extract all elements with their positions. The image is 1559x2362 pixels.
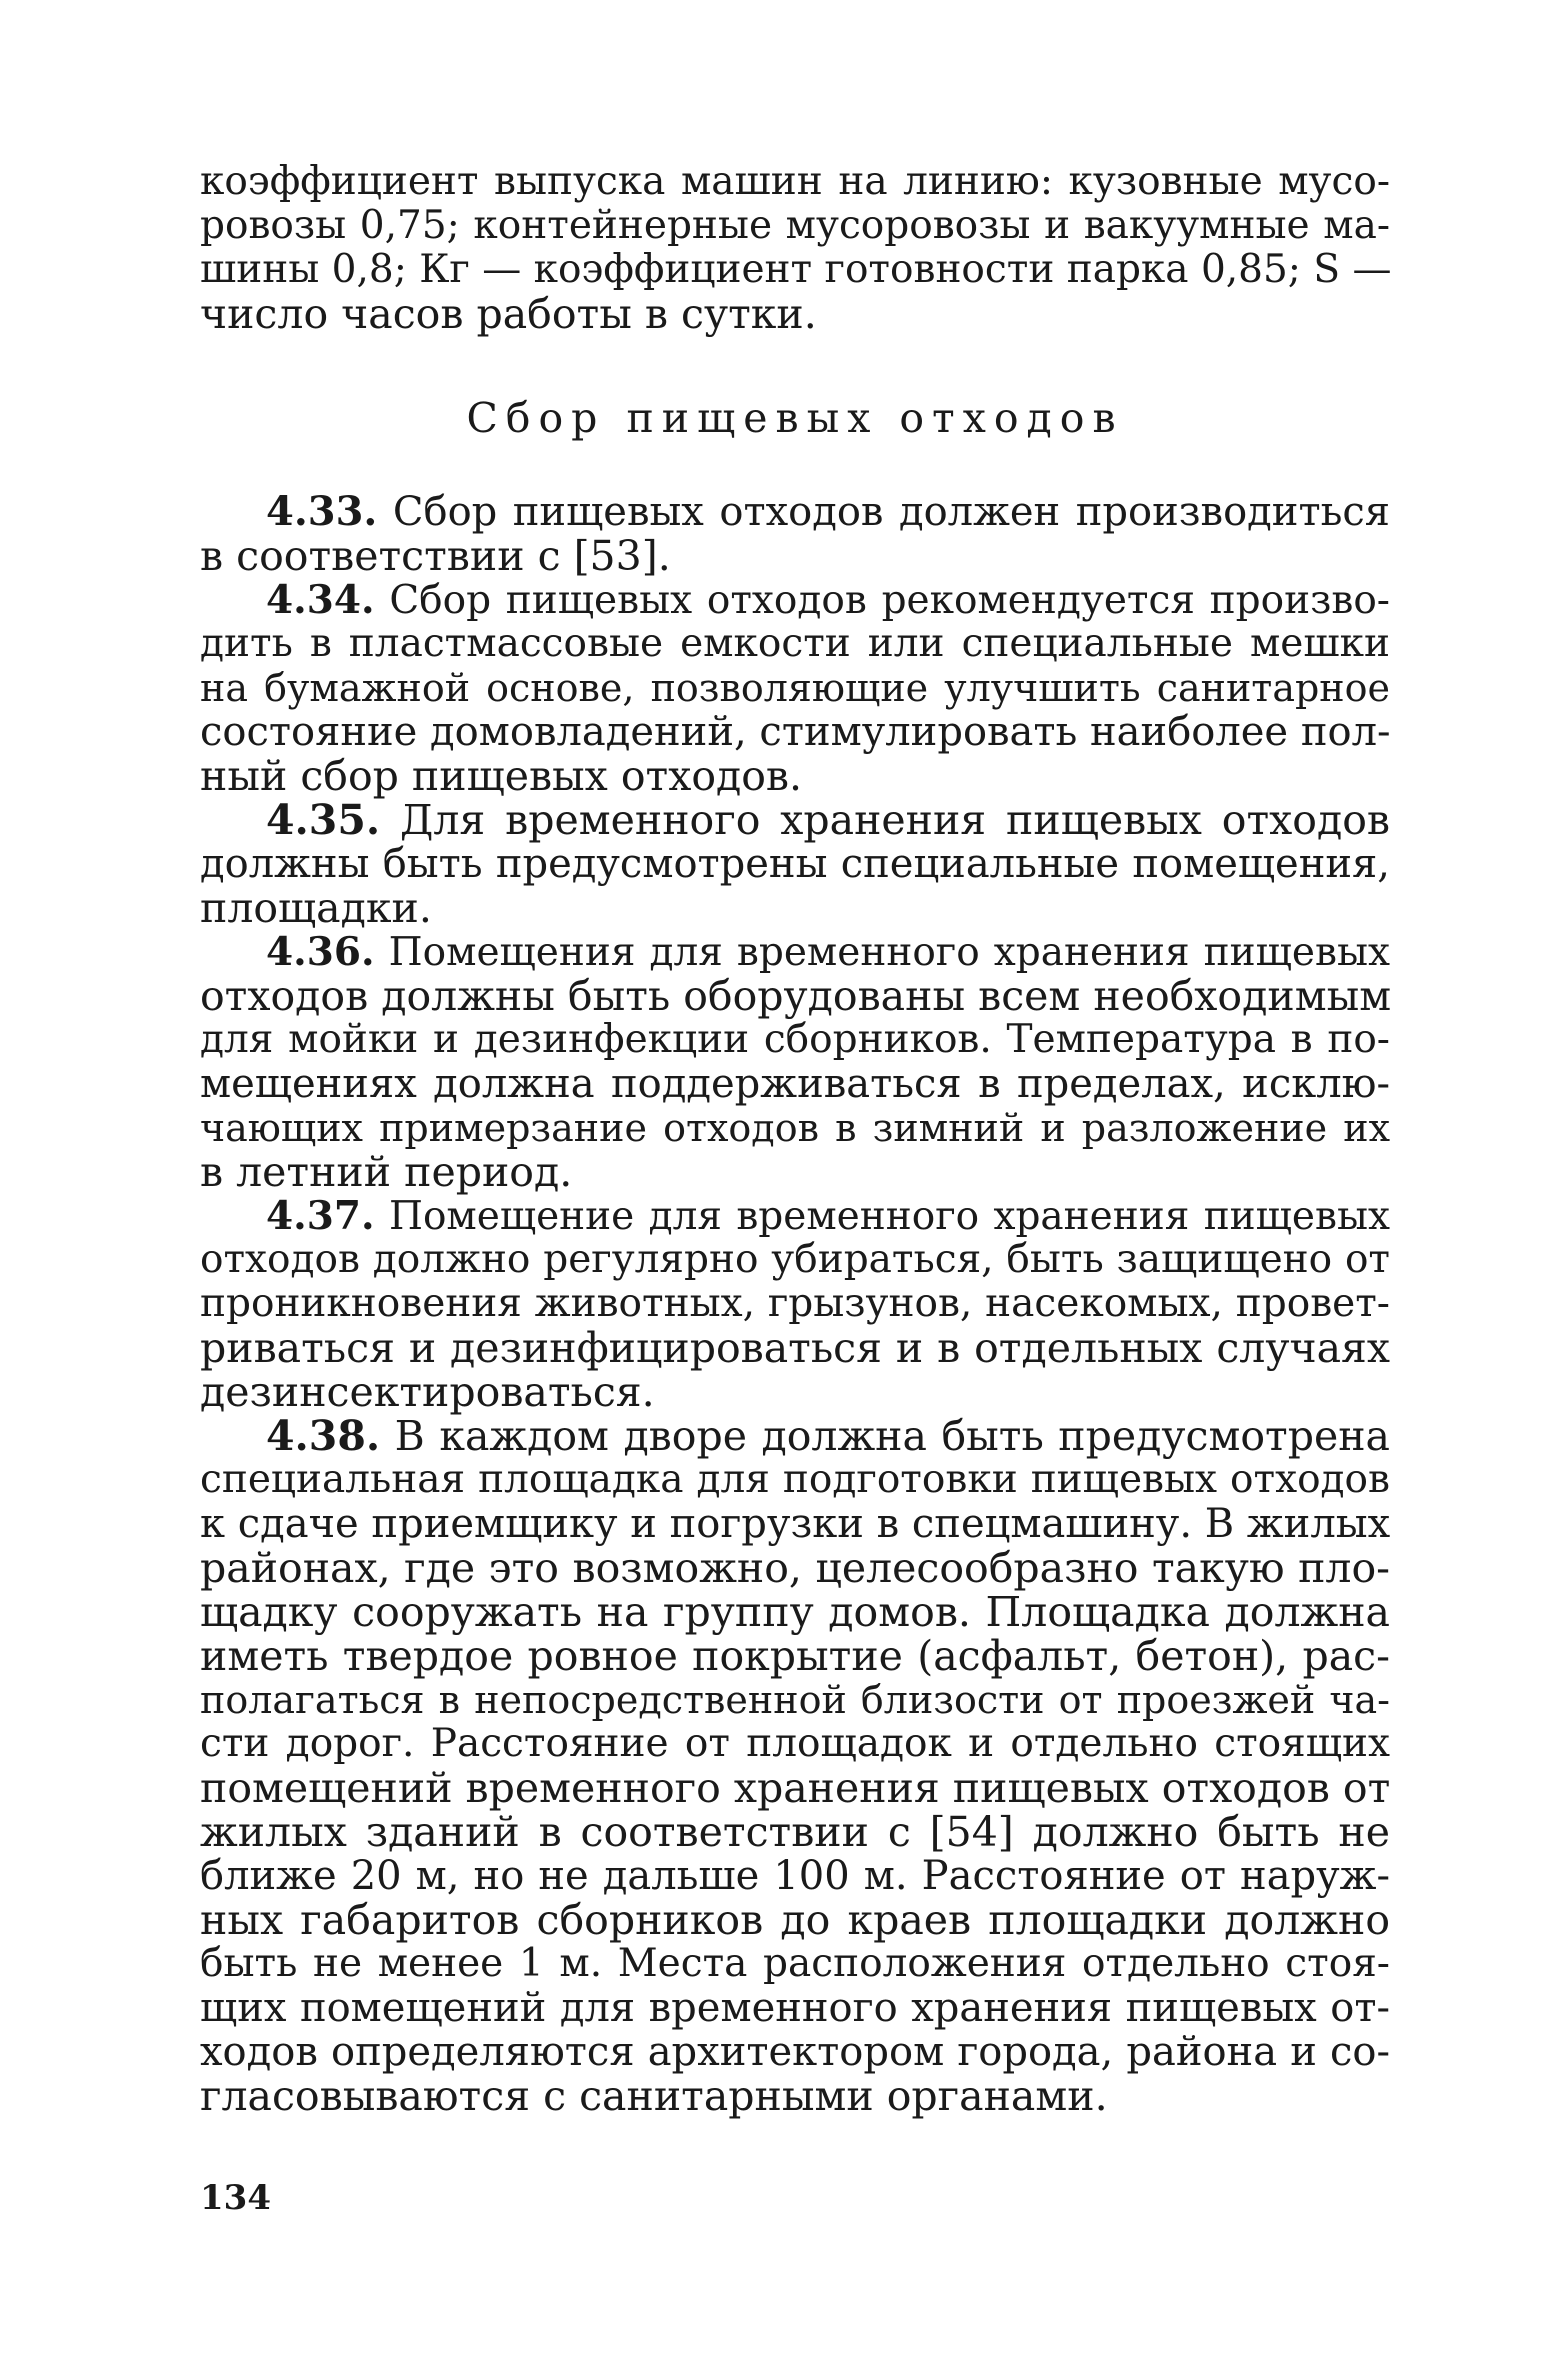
text-line: для мойки и дезинфекции сборников. Температура в по- (200, 1017, 1390, 1062)
text-line: отходов должно регулярно убираться, быть защищено от (200, 1237, 1390, 1282)
text-line: число часов работы в сутки. (200, 290, 817, 338)
text-line: риваться и дезинфицироваться и в отдельных случаях (200, 1324, 1390, 1372)
text-line: ближе 20 м, но не дальше 100 м. Расстояние от наруж- (200, 1853, 1390, 1899)
text-line: быть не менее 1 м. Места расположения отдельно стоя- (200, 1941, 1390, 1986)
paragraph-number: 4.36. (266, 929, 375, 975)
paragraph-number: 4.38. (266, 1412, 381, 1460)
text-line: Сбор пищевых отходов должен производиться (392, 489, 1390, 535)
paragraph-number: 4.37. (266, 1193, 375, 1239)
section-heading: Сбор пищевых отходов (466, 394, 1124, 442)
text-line: чающих примерзание отходов в зимний и разложение их (200, 1106, 1390, 1150)
text-line: в летний период. (200, 1148, 573, 1196)
text-line: ных габаритов сборников до краев площадки должно (200, 1896, 1390, 1944)
page-number: 134 (200, 2178, 271, 2218)
paragraph-4-36 (200, 930, 1390, 1194)
paragraph-4-33 (200, 490, 1390, 578)
text-line: должны быть предусмотрены специальные помещения, (200, 841, 1390, 887)
text-line: Помещения для временного хранения пищевых (388, 930, 1390, 975)
text-line: проникновения животных, грызунов, насекомых, провет- (200, 1281, 1390, 1326)
text-line: Помещение для временного хранения пищевых (388, 1194, 1391, 1239)
text-line: гласовываются с санитарными органами. (200, 2072, 1108, 2120)
text-line: щих помещений для временного хранения пищевых от- (200, 1985, 1390, 2031)
text-line: специальная площадка для подготовки пищевых отходов (200, 1457, 1390, 1502)
text-line: помещений временного хранения пищевых отходов от (200, 1764, 1391, 1812)
text-line: дезинсектироваться. (200, 1368, 655, 1416)
text-line: иметь твердое ровное покрытие (асфальт, бетон), рас- (200, 1632, 1390, 1680)
text-line: коэффициент выпуска машин на линию: кузовные мусо- (200, 159, 1390, 204)
text-line: площадки. (200, 884, 432, 932)
text-line: Сбор пищевых отходов рекомендуется произво- (389, 578, 1390, 623)
text-line: состояние домовладений, стимулировать наиболее пол- (200, 709, 1391, 755)
text-line: в соответствии с [53]. (200, 532, 671, 580)
paragraph-number: 4.35. (266, 796, 381, 844)
text-line: ный сбор пищевых отходов. (200, 752, 803, 800)
paragraph-4-35 (200, 798, 1390, 930)
text-line: щадку сооружать на группу домов. Площадка должна (200, 1588, 1390, 1636)
paragraph-4-34 (200, 578, 1390, 798)
paragraph-number: 4.34. (266, 577, 375, 623)
text-line: на бумажной основе, позволяющие улучшить санитарное (200, 666, 1390, 710)
text-line: отходов должны быть оборудованы всем необходимым (200, 972, 1392, 1020)
text-line: к сдаче приемщику и погрузки в спецмашину. В жилых (200, 1501, 1391, 1547)
text-line: дить в пластмассовые емкости или специальные мешки (200, 621, 1390, 666)
text-line: жилых зданий в соответствии с [54] должно быть не (200, 1808, 1390, 1856)
text-line: сти дорог. Расстояние от площадок и отдельно стоящих (200, 1721, 1390, 1766)
text-line: полагаться в непосредственной близости от проезжей ча- (200, 1678, 1390, 1722)
paragraph-4-37 (200, 1194, 1390, 1414)
text-line: ходов определяются архитектором города, района и со- (200, 2029, 1390, 2075)
text-line: районах, где это возможно, целесообразно такую пло- (200, 1544, 1390, 1592)
paragraph-4-38 (200, 1414, 1390, 2118)
text-line: ровозы 0,75; контейнерные мусоровозы и вакуумные ма- (200, 203, 1390, 248)
document-page (200, 160, 1390, 2118)
text-line: В каждом дворе должна быть предусмотрена (394, 1412, 1390, 1460)
paragraph-number: 4.33. (266, 488, 378, 535)
intro-paragraph (200, 160, 1390, 336)
text-line: Для временного хранения пищевых отходов (400, 796, 1390, 844)
text-line: шины 0,8; Кг — коэффициент готовности парка 0,85; S — (200, 247, 1392, 292)
text-line: мещениях должна поддерживаться в пределах, исклю- (200, 1061, 1390, 1107)
